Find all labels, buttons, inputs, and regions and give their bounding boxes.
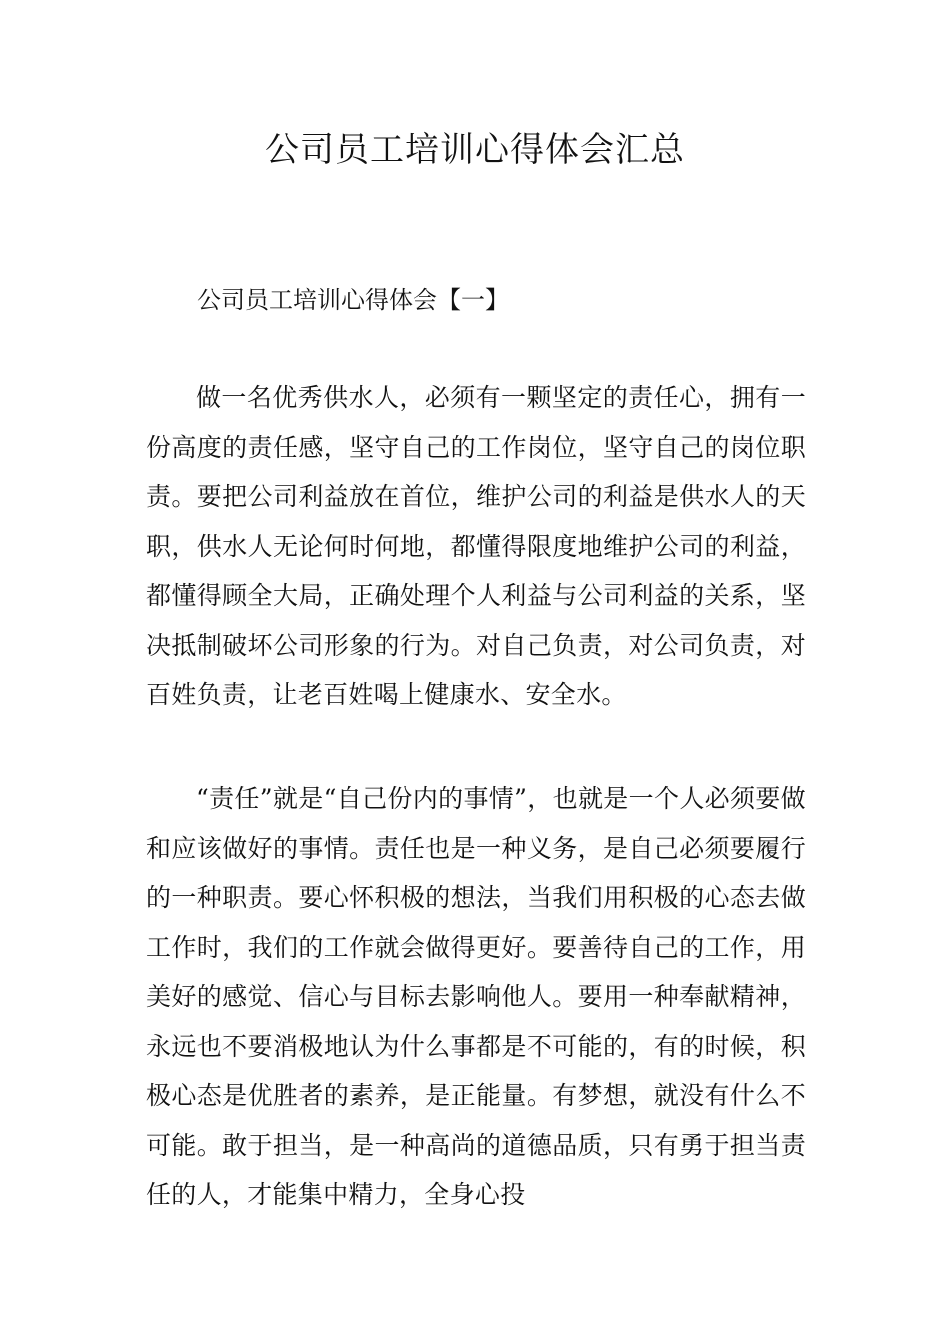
paragraph-1: 做一名优秀供水人，必须有一颗坚定的责任心，拥有一份高度的责任感，坚守自己的工作岗位，坚守自己的岗位职责。要把公司利益放在首位，维护公司的利益是供水人的天职，供水人无论何时何地，都懂得限度地维护公司的利益，都懂得顾全大局，正确处理个人利益与公司利益的关系，坚决抵制破坏公司形象的行为。对自己负责，对公司负责，对百姓负责，让老百姓喝上健康水、安全水。 [146, 383, 806, 709]
document-title: 公司员工培训心得体会汇总 [265, 130, 685, 170]
paragraph-2: “责任”就是“自己份内的事情”，也就是一个人必须要做和应该做好的事情。责任也是一种义务，是自己必须要履行的一种职责。要心怀积极的想法，当我们用积极的心态去做工作时，我们的工作就会做得更好。要善待自己的工作，用美好的感觉、信心与目标去影响他人。要用一种奉献精神，永远也不要消极地认为什么事都是不可能的，有的时候，积极心态是优胜者的素养，是正能量。有梦想，就没有什么不可能。敢于担当，是一种高尚的道德品质，只有勇于担当责任的人，才能集中精力，全身心投 [146, 784, 806, 1209]
section-heading: 公司员工培训心得体会【一】 [197, 286, 509, 314]
